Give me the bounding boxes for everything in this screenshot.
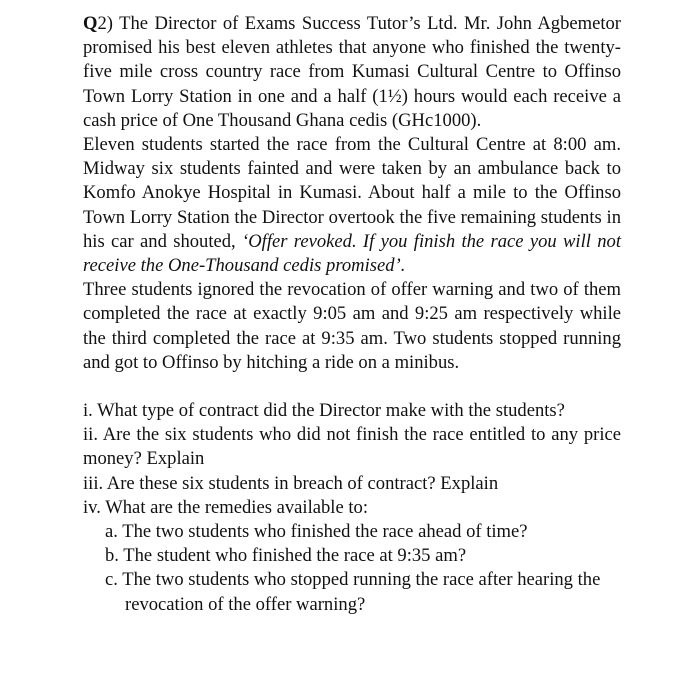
question-number-rest: 2) (97, 13, 113, 34)
sub-question-i: i. What type of contract did the Director make with the students? (83, 400, 565, 422)
question-intro-paragraph (83, 12, 621, 133)
sub-question-iv: iv. What are the remedies available to: (83, 496, 368, 518)
sub-question-iv-list (105, 520, 621, 617)
sub-question-iv-a: a. The two students who finished the race ahead of time? (105, 521, 528, 543)
paragraph-spacer (83, 375, 621, 399)
sub-question-iii: iii. Are these six students in breach of contract? Explain (83, 472, 499, 494)
revocation-quote: ‘Offer revoked. If you finish the race you will not receive the One-Thousand cedis promised’. (83, 230, 622, 277)
sub-question-ii: ii. Are the six students who did not finish the race entitled to any price money? Explain (83, 424, 621, 470)
question-number: Q (83, 13, 98, 34)
question-intro-text: The Director of Exams Success Tutor’s Ltd. Mr. John Agbemetor promised his best eleven athletes that anyone who finished the twenty-five mile cross country race from Kumasi Cultural Centre to Offinso Town Lorry Station in one and a half (1½) hours would each receive a cash price of One Thousand Ghana cedis (GHc1000). (83, 13, 621, 131)
outcome-paragraph: Three students ignored the revocation of offer warning and two of them completed the race at exactly 9:05 am and 9:25 am respectively while the third completed the race at 9:35 am. Two students stopped running and got to Offinso by hitching a ride on a minibus. (83, 279, 621, 373)
race-narrative-text: Eleven students started the race from the Cultural Centre at 8:00 am. Midway six students fainted and were taken by an ambulance back to Komfo Anokye Hospital in Kumasi. About half a mile to the Offinso Town Lorry Station the Director overtook the five remaining students in his car and shouted, (83, 134, 621, 252)
document-page (83, 12, 621, 617)
sub-question-iv-c: c. The two students who stopped running the race after hearing the revocation of the offer warning? (105, 569, 601, 615)
sub-question-iv-b: b. The student who finished the race at 9:35 am? (105, 545, 467, 567)
race-narrative-paragraph (83, 133, 621, 278)
